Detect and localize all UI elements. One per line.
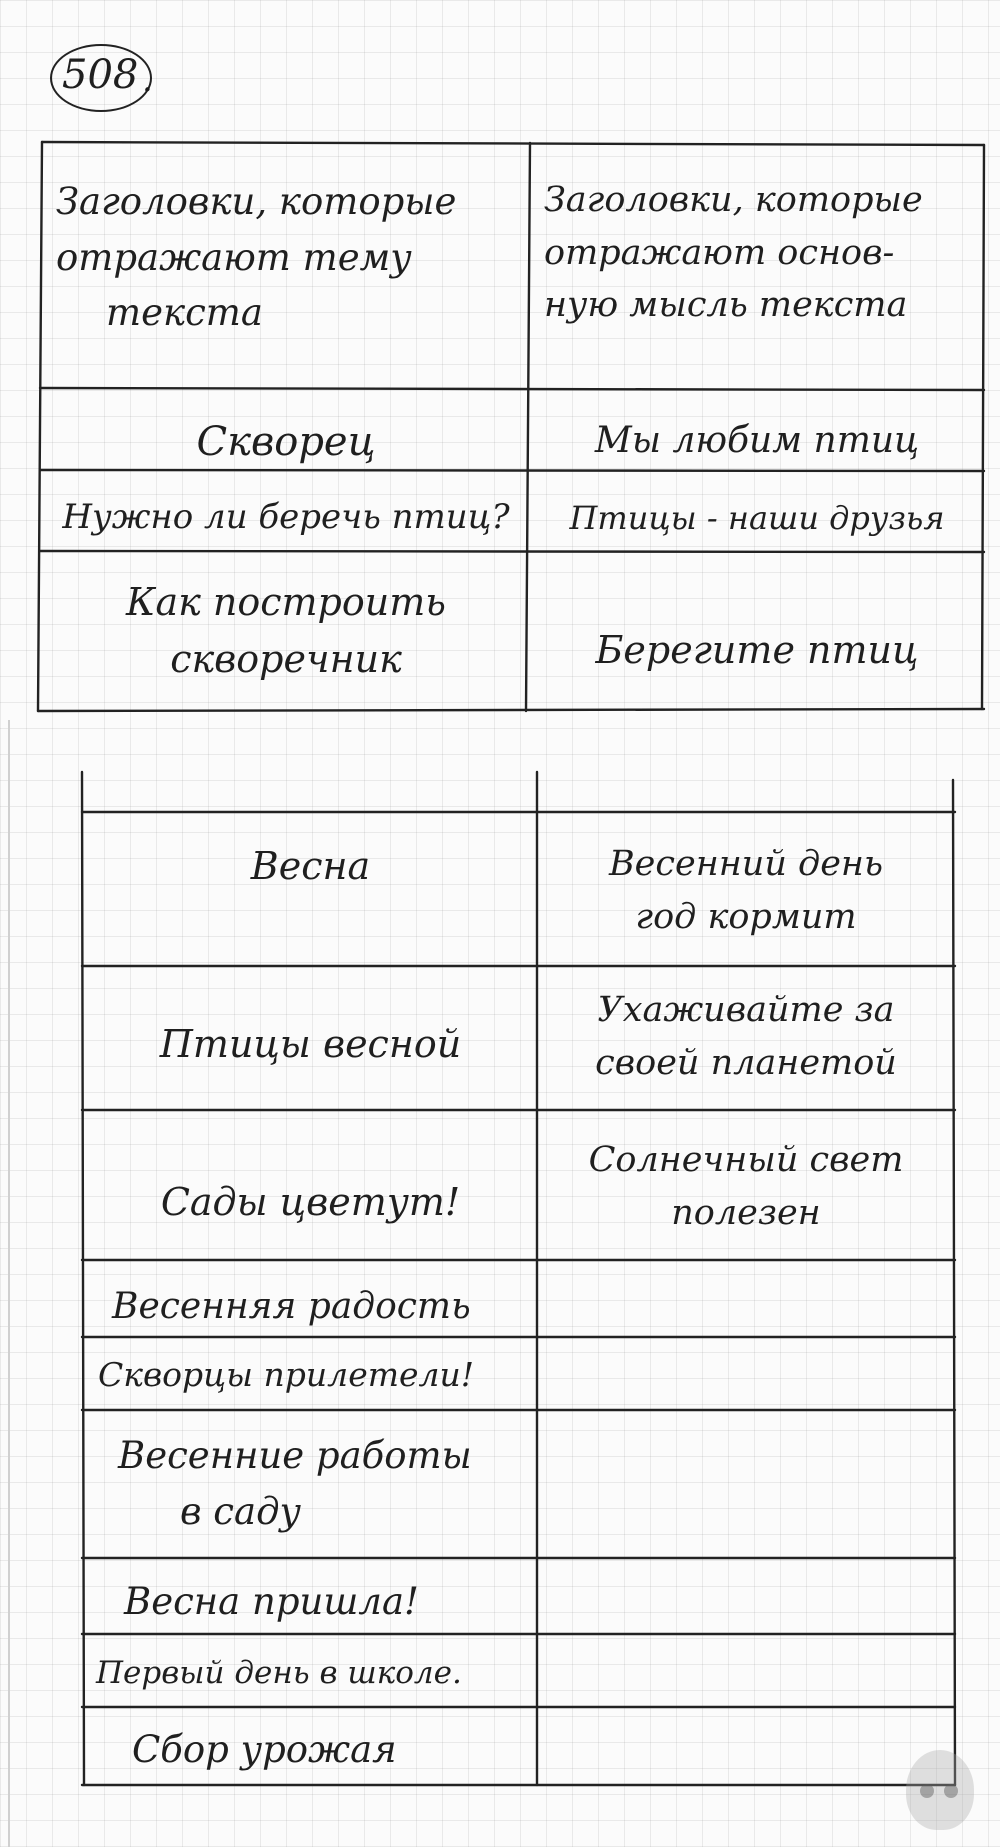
table1-row-left: [42, 574, 530, 688]
table2-cell-line: Птицы весной: [159, 1022, 462, 1066]
table2-cell-line: Весенняя радость: [112, 1286, 471, 1327]
table1-header-left: [56, 174, 456, 341]
table1-header-left-line: Заголовки, которые: [56, 180, 457, 223]
table1-header-right: [544, 174, 923, 332]
table2-cell-line: в саду: [180, 1489, 301, 1533]
table2-cell-line: Скворцы прилетели!: [98, 1355, 475, 1394]
table1-header-left-line: отражают тему: [56, 235, 412, 279]
table2-cell-line: Первый день в школе.: [96, 1655, 462, 1691]
table2-row-left: [84, 1016, 537, 1073]
table2-row-right: [537, 838, 955, 943]
table2-cell-line: полезен: [671, 1192, 821, 1233]
table1-header-left-line: текста: [106, 291, 263, 334]
table2-row-left: [84, 1174, 537, 1231]
table1-header-right-line: отражают основ-: [544, 232, 895, 273]
table2-row-right: [537, 984, 955, 1089]
table2-row-left: [98, 1350, 474, 1400]
table2-cell-line: Ухаживайте за: [597, 990, 895, 1030]
table2-row-left: [84, 838, 537, 895]
table1-header-right-line: Заголовки, которые: [544, 180, 923, 220]
table1-cell-line: Скворец: [196, 419, 376, 465]
table1-cell-line: Берегите птиц: [595, 628, 919, 672]
table2-cell-line: Сбор урожая: [132, 1728, 397, 1771]
table1-cell-line: Как построить: [126, 580, 446, 624]
table2-row-left: [118, 1428, 472, 1539]
watermark-logo-eye-icon: [944, 1784, 958, 1798]
table2-cell-line: год кормит: [635, 896, 857, 937]
table2-row-left: [132, 1722, 397, 1778]
table1-row-left: [42, 492, 530, 543]
table2-cell-line: Весна: [250, 844, 371, 888]
exercise-number-dot: .: [142, 60, 153, 100]
table1-row-right: [530, 414, 984, 468]
table2-cell-line: своей планетой: [595, 1042, 897, 1083]
table2-cell-line: Солнечный свет: [588, 1140, 904, 1180]
table2-row-left: [112, 1280, 471, 1334]
table2-row-left: [96, 1650, 462, 1697]
table2-row-right: [537, 1134, 955, 1239]
table1-row-left: [42, 412, 530, 472]
table2-cell-line: Весенние работы: [118, 1434, 472, 1477]
exercise-number: 508: [62, 52, 139, 98]
table1-row-right: [530, 494, 984, 542]
table1-cell-line: скворечник: [170, 637, 402, 681]
table2-cell-line: Весна пришла!: [124, 1580, 419, 1623]
table2-cell-line: Сады цветут!: [160, 1180, 461, 1224]
table1-cell-line: Нужно ли беречь птиц?: [62, 497, 510, 537]
watermark-logo-icon: [906, 1750, 974, 1830]
table2-cell-line: Весенний день: [608, 844, 884, 884]
table1-row-right: [530, 622, 984, 679]
table2-row-left: [124, 1574, 419, 1630]
table1-header-right-line: ную мысль текста: [544, 285, 908, 325]
watermark-logo-eye-icon: [920, 1784, 934, 1798]
table1-cell-line: Птицы - наши друзья: [569, 499, 945, 537]
table1-cell-line: Мы любим птиц: [594, 420, 920, 461]
